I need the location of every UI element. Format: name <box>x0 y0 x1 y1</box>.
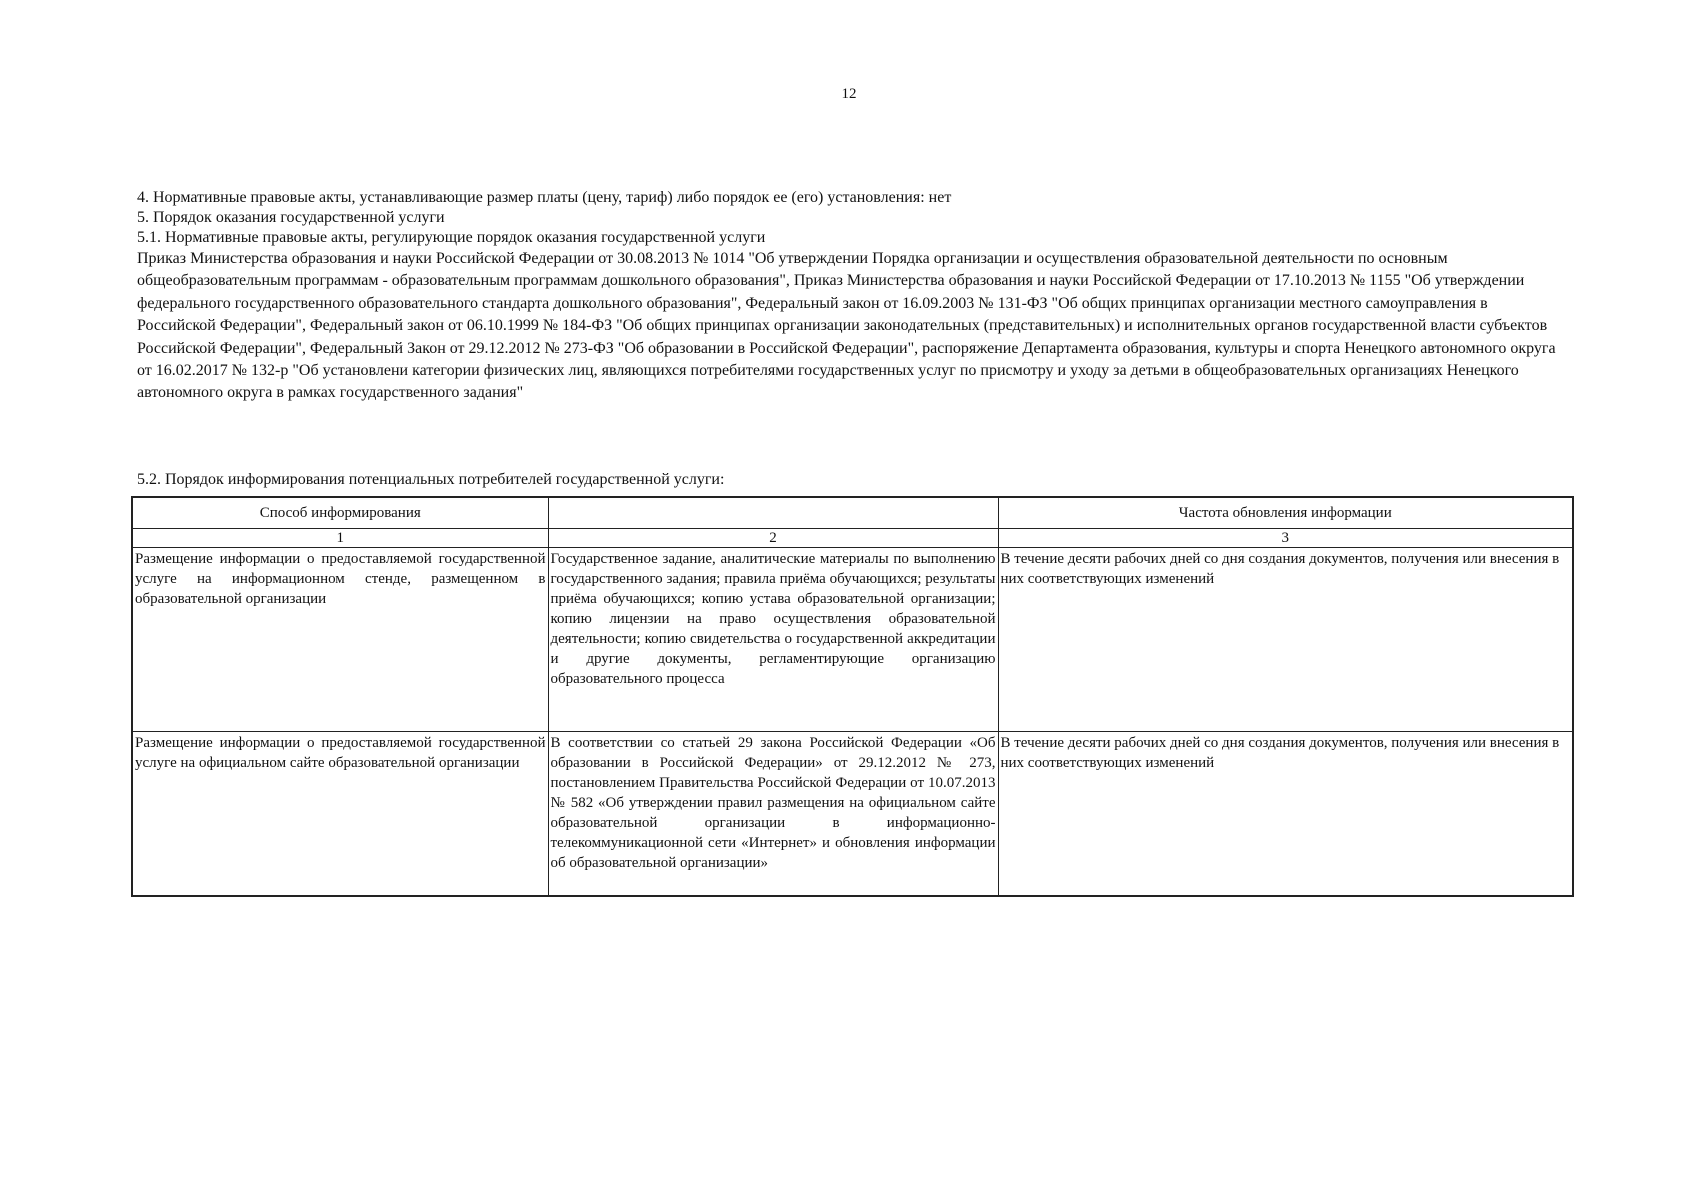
method-cell: Размещение информации о предоставляемой государственной услуге на официальном сайте образовательной организации <box>132 732 548 897</box>
regulating-acts-text: Приказ Министерства образования и науки Российской Федерации от 30.08.2013 № 1014 "Об утверждении Порядка организации и осуществления образовательной деятельности по основным общеобразовательным программам - образовательным программам дошкольного образования", Приказ Министерства образования и науки Российской Федерации от 17.10.2013 № 1155 "Об утверждении федерального государственного образовательного стандарта дошкольного образования", Федеральный закон от 16.09.2003 № 131-ФЗ "Об общих принципах организации местного самоуправления в Российской Федерации", Федеральный закон от 06.10.1999 № 184-ФЗ "Об общих принципах организации законодательных (представительных) и исполнительных органов государственной власти субъектов Российской Федерации", Федеральный Закон от 29.12.2012 № 273-ФЗ "Об образовании в Российской Федерации", распоряжение Департамента образования, культуры и спорта Ненецкого автономного округа от 16.02.2017 № 132-р "Об установлени категории физических лиц, являющихся потребителями государственных услуг по присмотру и уходу за детьми в общеобразовательных организациях Ненецкого автономного округа в рамках государственного задания" <box>137 250 1556 402</box>
column-number: 1 <box>132 529 548 548</box>
content-cell: Государственное задание, аналитические материалы по выполнению государственного задания; правила приёма обучающихся; результаты приёма обучающихся; копию устава образовательной организации; копию лицензии на право осуществления образовательной деятельности; копию свидетельства о государственной аккредитации и другие документы, регламентирующие организацию образовательного процесса <box>548 548 998 732</box>
method-cell: Размещение информации о предоставляемой государственной услуге на информационном стенде, размещенном в образовательной организации <box>132 548 548 732</box>
column-number: 2 <box>548 529 998 548</box>
header-method: Способ информирования <box>132 497 548 529</box>
column-number-row <box>132 529 1573 548</box>
frequency-cell: В течение десяти рабочих дней со дня создания документов, получения или внесения в них соответствующих изменений <box>998 732 1573 897</box>
table-row <box>132 732 1573 897</box>
content-cell: В соответствии со статьей 29 закона Российской Федерации «Об образовании в Российской Федерации» от 29.12.2012 № 273, постановлением Правительства Российской Федерации от 10.07.2013 № 582 «Об утверждении правил размещения на официальном сайте образовательной организации в информационно-телекоммуникационной сети «Интернет» и обновления информации об образовательной организации» <box>548 732 998 897</box>
info-table-title: 5.2. Порядок информирования потенциальных потребителей государственной услуги: <box>137 471 725 488</box>
tariff-acts-line: 4. Нормативные правовые акты, устанавливающие размер платы (цену, тариф) либо порядок ее (его) установления: нет <box>137 189 952 206</box>
regulating-acts-heading: 5.1. Нормативные правовые акты, регулирующие порядок оказания государственной услуги <box>137 229 766 246</box>
header-content <box>548 497 998 529</box>
page-number: 12 <box>841 86 857 102</box>
information-order-table <box>131 496 1574 897</box>
header-frequency: Частота обновления информации <box>998 497 1573 529</box>
table-row <box>132 548 1573 732</box>
table-header-row <box>132 497 1573 529</box>
column-number: 3 <box>998 529 1573 548</box>
document-body <box>137 188 1567 405</box>
frequency-cell: В течение десяти рабочих дней со дня создания документов, получения или внесения в них соответствующих изменений <box>998 548 1573 732</box>
service-order-heading: 5. Порядок оказания государственной услуги <box>137 209 445 226</box>
